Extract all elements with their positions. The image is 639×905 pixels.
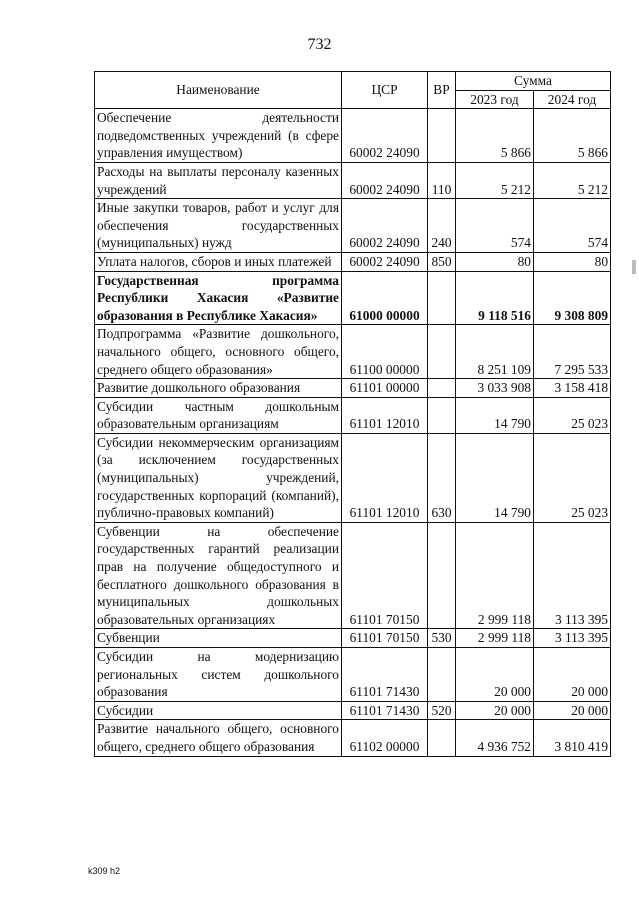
row-sum-2024: 25 023: [534, 433, 611, 522]
row-sum-2023: 14 790: [456, 397, 534, 433]
row-name: Подпрограмма «Развитие дошкольного, начального общего, основного общего, среднего общего образования»: [95, 325, 342, 379]
row-sum-2023: 2 999 118: [456, 522, 534, 629]
scan-edge-mark: [632, 260, 636, 274]
row-name: Развитие дошкольного образования: [95, 379, 342, 398]
row-vr: [428, 648, 456, 702]
table-body: [95, 109, 611, 756]
table-row: [95, 252, 611, 271]
table-row: [95, 397, 611, 433]
row-name: Субсидии частным дошкольным образовательным организациям: [95, 397, 342, 433]
row-sum-2023: 3 033 908: [456, 379, 534, 398]
row-sum-2023: 4 936 752: [456, 720, 534, 756]
table-row: [95, 162, 611, 198]
row-vr: 110: [428, 162, 456, 198]
row-sum-2024: 25 023: [534, 397, 611, 433]
table-row: [95, 271, 611, 325]
row-name: Субвенции на обеспечение государственных гарантий реализации прав на получение общедоступного и бесплатного дошкольного образования в муниципальных дошкольных образовательных организациях: [95, 522, 342, 629]
budget-table: [94, 71, 611, 757]
row-vr: 850: [428, 252, 456, 271]
row-vr: [428, 271, 456, 325]
row-name: Обеспечение деятельности подведомственных учреждений (в сфере управления имуществом): [95, 109, 342, 163]
header-year-2023: 2023 год: [456, 90, 534, 109]
row-sum-2024: 3 810 419: [534, 720, 611, 756]
header-sum: Сумма: [456, 72, 611, 91]
header-vr: ВР: [428, 72, 456, 109]
table-row: [95, 522, 611, 629]
row-csr: 61101 71430: [342, 701, 428, 720]
row-sum-2023: 20 000: [456, 648, 534, 702]
row-sum-2023: 2 999 118: [456, 629, 534, 648]
row-sum-2023: 20 000: [456, 701, 534, 720]
row-sum-2023: 5 866: [456, 109, 534, 163]
row-sum-2024: 3 113 395: [534, 629, 611, 648]
table-row: [95, 109, 611, 163]
row-csr: 61100 00000: [342, 325, 428, 379]
row-name: Уплата налогов, сборов и иных платежей: [95, 252, 342, 271]
table-row: [95, 199, 611, 253]
row-vr: 630: [428, 433, 456, 522]
row-sum-2024: 20 000: [534, 701, 611, 720]
row-sum-2024: 574: [534, 199, 611, 253]
row-csr: 61102 00000: [342, 720, 428, 756]
row-name: Субсидии на модернизацию региональных систем дошкольного образования: [95, 648, 342, 702]
row-csr: 61101 12010: [342, 397, 428, 433]
page-number: 732: [307, 36, 332, 53]
row-name: Государственная программа Республики Хакасия «Развитие образования в Республике Хакасия»: [95, 271, 342, 325]
row-csr: 60002 24090: [342, 252, 428, 271]
row-name: Расходы на выплаты персоналу казенных учреждений: [95, 162, 342, 198]
row-sum-2024: 80: [534, 252, 611, 271]
row-name: Субсидии некоммерческим организациям (за исключением государственных (муниципальных) учреждений, государственных корпораций (компаний), публично-правовых компаний): [95, 433, 342, 522]
table-row: [95, 433, 611, 522]
row-sum-2024: 20 000: [534, 648, 611, 702]
row-name: Развитие начального общего, основного общего, среднего общего образования: [95, 720, 342, 756]
table-row: [95, 629, 611, 648]
row-vr: [428, 109, 456, 163]
row-sum-2024: 3 158 418: [534, 379, 611, 398]
row-sum-2023: 5 212: [456, 162, 534, 198]
row-name: Субвенции: [95, 629, 342, 648]
row-vr: [428, 720, 456, 756]
row-vr: 530: [428, 629, 456, 648]
row-name: Субсидии: [95, 701, 342, 720]
row-csr: 60002 24090: [342, 109, 428, 163]
row-vr: [428, 397, 456, 433]
row-sum-2023: 574: [456, 199, 534, 253]
row-sum-2023: 8 251 109: [456, 325, 534, 379]
header-name: Наименование: [95, 72, 342, 109]
row-vr: [428, 325, 456, 379]
row-csr: 61101 71430: [342, 648, 428, 702]
table-row: [95, 648, 611, 702]
row-vr: 520: [428, 701, 456, 720]
row-vr: 240: [428, 199, 456, 253]
row-name: Иные закупки товаров, работ и услуг для обеспечения государственных (муниципальных) нужд: [95, 199, 342, 253]
row-sum-2024: 7 295 533: [534, 325, 611, 379]
row-sum-2024: 3 113 395: [534, 522, 611, 629]
row-vr: [428, 522, 456, 629]
row-csr: 60002 24090: [342, 162, 428, 198]
row-sum-2023: 14 790: [456, 433, 534, 522]
row-sum-2023: 80: [456, 252, 534, 271]
table-row: [95, 701, 611, 720]
table-row: [95, 720, 611, 756]
row-csr: 61101 12010: [342, 433, 428, 522]
row-csr: 61000 00000: [342, 271, 428, 325]
table-row: [95, 379, 611, 398]
header-csr: ЦСР: [342, 72, 428, 109]
header-year-2024: 2024 год: [534, 90, 611, 109]
table-row: [95, 325, 611, 379]
row-sum-2024: 5 866: [534, 109, 611, 163]
row-sum-2024: 9 308 809: [534, 271, 611, 325]
row-sum-2024: 5 212: [534, 162, 611, 198]
row-csr: 61101 70150: [342, 629, 428, 648]
footer-code: k309 h2: [88, 866, 121, 876]
row-vr: [428, 379, 456, 398]
row-csr: 60002 24090: [342, 199, 428, 253]
row-csr: 61101 00000: [342, 379, 428, 398]
row-sum-2023: 9 118 516: [456, 271, 534, 325]
row-csr: 61101 70150: [342, 522, 428, 629]
